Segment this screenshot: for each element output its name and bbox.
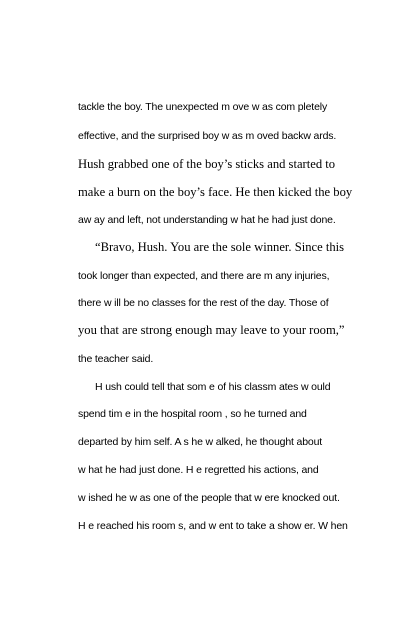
text-line: tackle the boy. The unexpected m ove w as com pletely — [78, 101, 328, 113]
text-line: H ush could tell that som e of his classm ates w ould — [95, 381, 331, 393]
text-line: aw ay and left, not understanding w hat he had just done. — [78, 214, 336, 226]
text-line: there w ill be no classes for the rest of the day. Those of — [78, 297, 329, 309]
text-line: effective, and the surprised boy w as m oved backw ards. — [78, 130, 337, 142]
text-line: H e reached his room s, and w ent to take a show er. W hen — [78, 520, 348, 532]
text-line: departed by him self. A s he w alked, he thought about — [78, 436, 323, 448]
text-line: took longer than expected, and there are m any injuries, — [78, 270, 330, 282]
text-line: you that are strong enough may leave to your room,” — [78, 323, 345, 337]
text-line: “Bravo, Hush. You are the sole winner. Since this — [95, 240, 345, 254]
text-line: w ished he w as one of the people that w ere knocked out. — [78, 492, 340, 504]
text-line: make a burn on the boy’s face. He then kicked the boy — [78, 185, 353, 199]
text-line: Hush grabbed one of the boy’s sticks and started to — [78, 157, 336, 171]
text-line: the teacher said. — [78, 353, 154, 365]
text-line: w hat he had just done. H e regretted his actions, and — [78, 464, 319, 476]
text-line: spend tim e in the hospital room , so he turned and — [78, 408, 307, 420]
